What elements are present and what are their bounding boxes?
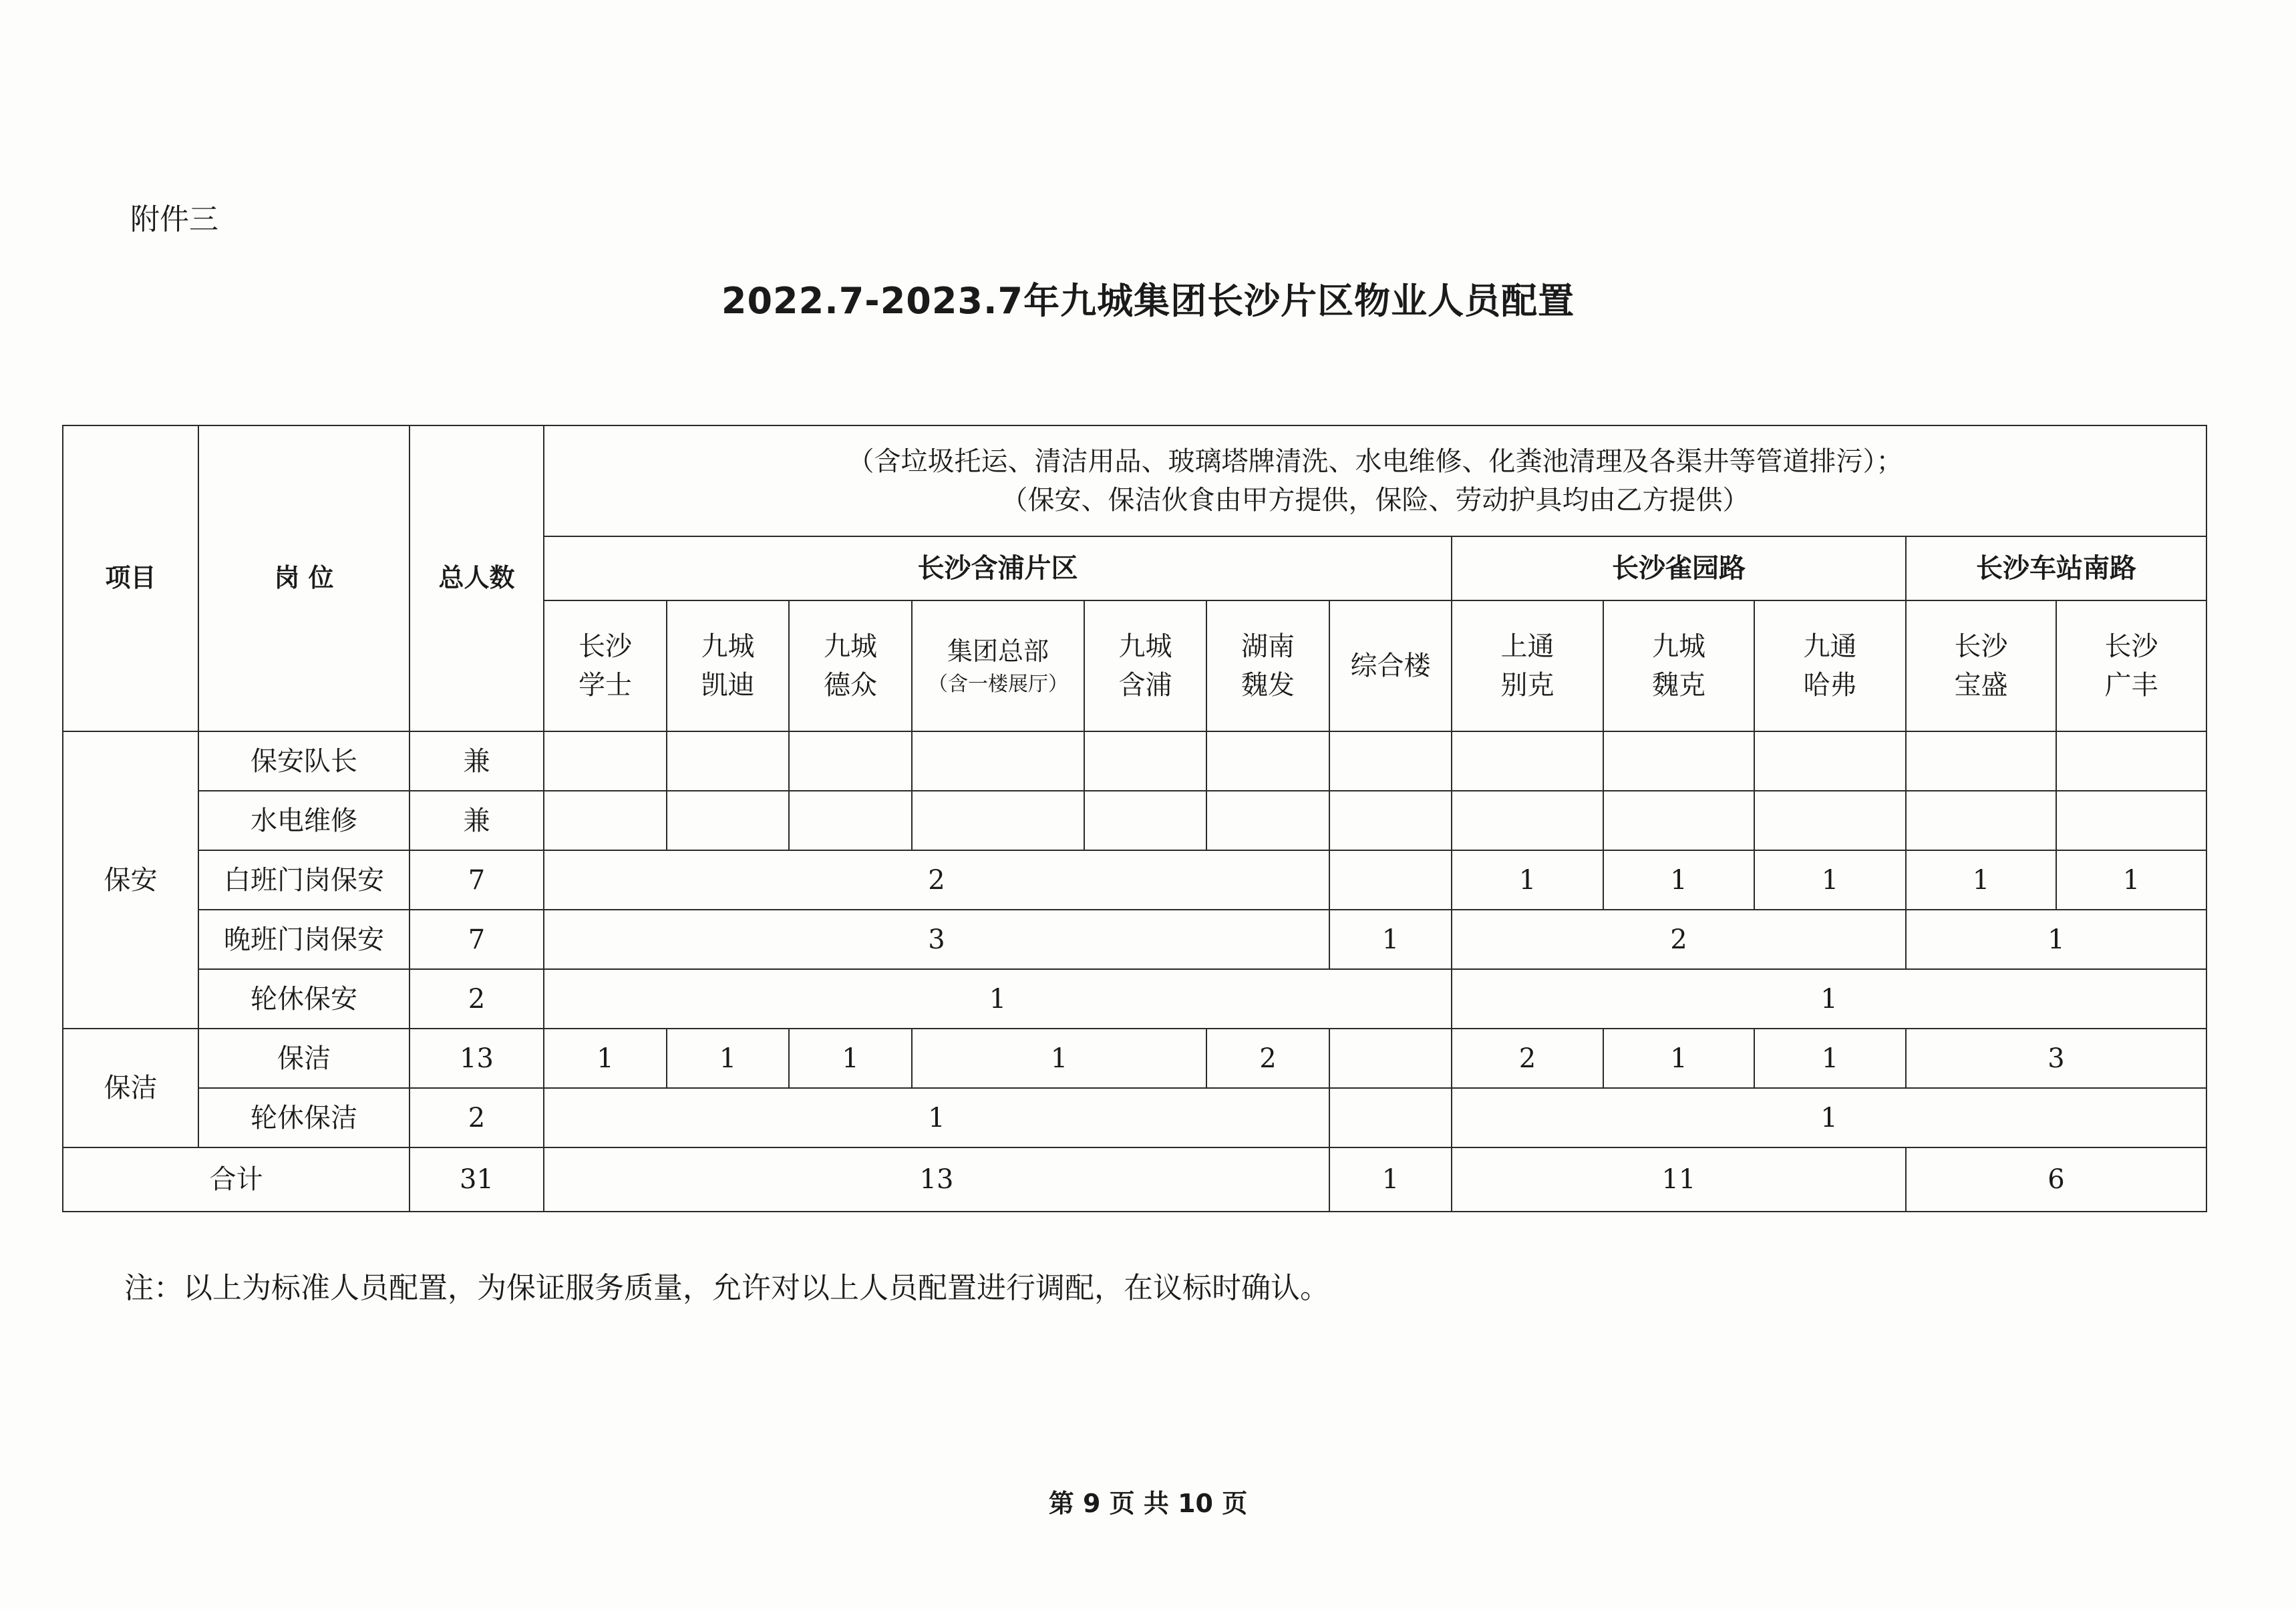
site-header: 长沙 广丰 — [2056, 600, 2206, 731]
post-cell: 晚班门岗保安 — [198, 910, 409, 969]
header-total: 总人数 — [409, 425, 544, 731]
total-cell: 13 — [409, 1029, 544, 1088]
value-cell: 1 — [1906, 850, 2056, 910]
post-cell: 轮休保洁 — [198, 1088, 409, 1147]
value-cell: 1 — [544, 1088, 1329, 1147]
value-cell: 1 — [789, 1029, 912, 1088]
value-cell: 1 — [1329, 1147, 1452, 1212]
post-cell: 保洁 — [198, 1029, 409, 1088]
site-header: 湖南 魏发 — [1206, 600, 1329, 731]
table-row — [63, 791, 2206, 850]
value-cell: 1 — [912, 1029, 1206, 1088]
value-cell: 1 — [1603, 1029, 1754, 1088]
value-cell: 1 — [544, 969, 1452, 1029]
value-cell: 11 — [1452, 1147, 1906, 1212]
total-cell: 2 — [409, 969, 544, 1029]
total-row — [63, 1147, 2206, 1212]
total-cell: 兼 — [409, 791, 544, 850]
post-cell: 保安队长 — [198, 731, 409, 791]
scope-note — [544, 425, 2206, 536]
value-cell: 1 — [1452, 969, 2206, 1029]
footnote: 注：以上为标准人员配置，为保证服务质量，允许对以上人员配置进行调配，在议标时确认。 — [124, 1271, 1329, 1305]
value-cell: 2 — [1452, 910, 1906, 969]
post-cell: 轮休保安 — [198, 969, 409, 1029]
table-row — [63, 1088, 2206, 1147]
site-header: 九城 凯迪 — [667, 600, 789, 731]
area-chezhan: 长沙车站南路 — [1906, 536, 2206, 600]
scope-note-line1: （含垃圾托运、清洁用品、玻璃塔牌清洗、水电维修、化粪池清理及各渠井等管道排污）； — [847, 446, 1903, 477]
site-header: 集团总部 （含一楼展厅） — [912, 600, 1084, 731]
area-hanpu: 长沙含浦片区 — [544, 536, 1452, 600]
table-row — [63, 969, 2206, 1029]
document-title: 2022.7-2023.7年九城集团长沙片区物业人员配置 — [721, 280, 1575, 322]
value-cell: 13 — [544, 1147, 1329, 1212]
value-cell: 1 — [1603, 850, 1754, 910]
post-cell: 白班门岗保安 — [198, 850, 409, 910]
site-header: 九城 含浦 — [1084, 600, 1206, 731]
sum-label: 合计 — [63, 1147, 409, 1212]
value-cell: 1 — [2056, 850, 2206, 910]
area-queyuan: 长沙雀园路 — [1452, 536, 1906, 600]
header-scope-row — [63, 425, 2206, 536]
value-cell: 1 — [1754, 1029, 1906, 1088]
value-cell: 2 — [1452, 1029, 1603, 1088]
header-post: 岗 位 — [198, 425, 409, 731]
total-cell: 2 — [409, 1088, 544, 1147]
site-header: 长沙 学士 — [544, 600, 667, 731]
value-cell: 2 — [1206, 1029, 1329, 1088]
attachment-label: 附件三 — [130, 202, 218, 236]
table-row — [63, 910, 2206, 969]
site-header: 九通 哈弗 — [1754, 600, 1906, 731]
value-cell: 3 — [544, 910, 1329, 969]
value-cell: 1 — [544, 1029, 667, 1088]
value-cell: 1 — [1906, 910, 2206, 969]
post-cell: 水电维修 — [198, 791, 409, 850]
value-cell: 2 — [544, 850, 1329, 910]
total-cell: 31 — [409, 1147, 544, 1212]
site-header: 九城 魏克 — [1603, 600, 1754, 731]
value-cell: 6 — [1906, 1147, 2206, 1212]
value-cell: 1 — [667, 1029, 789, 1088]
value-cell: 1 — [1329, 910, 1452, 969]
site-header: 综合楼 — [1329, 600, 1452, 731]
table-row — [63, 850, 2206, 910]
table-row — [63, 731, 2206, 791]
page-number: 第 9 页 共 10 页 — [1048, 1489, 1248, 1518]
group-cleaning: 保洁 — [63, 1029, 198, 1147]
value-cell: 1 — [1452, 1088, 2206, 1147]
site-header: 上通 别克 — [1452, 600, 1603, 731]
site-header: 九城 德众 — [789, 600, 912, 731]
header-project: 项目 — [63, 425, 198, 731]
value-cell: 1 — [1754, 850, 1906, 910]
group-security: 保安 — [63, 731, 198, 1029]
value-cell: 1 — [1452, 850, 1603, 910]
total-cell: 7 — [409, 850, 544, 910]
table-row — [63, 1029, 2206, 1088]
total-cell: 兼 — [409, 731, 544, 791]
site-header: 长沙 宝盛 — [1906, 600, 2056, 731]
scope-note-line2: （保安、保洁伙食由甲方提供，保险、劳动护具均由乙方提供） — [1001, 485, 1750, 516]
total-cell: 7 — [409, 910, 544, 969]
staffing-table — [62, 425, 2207, 1212]
value-cell: 3 — [1906, 1029, 2206, 1088]
